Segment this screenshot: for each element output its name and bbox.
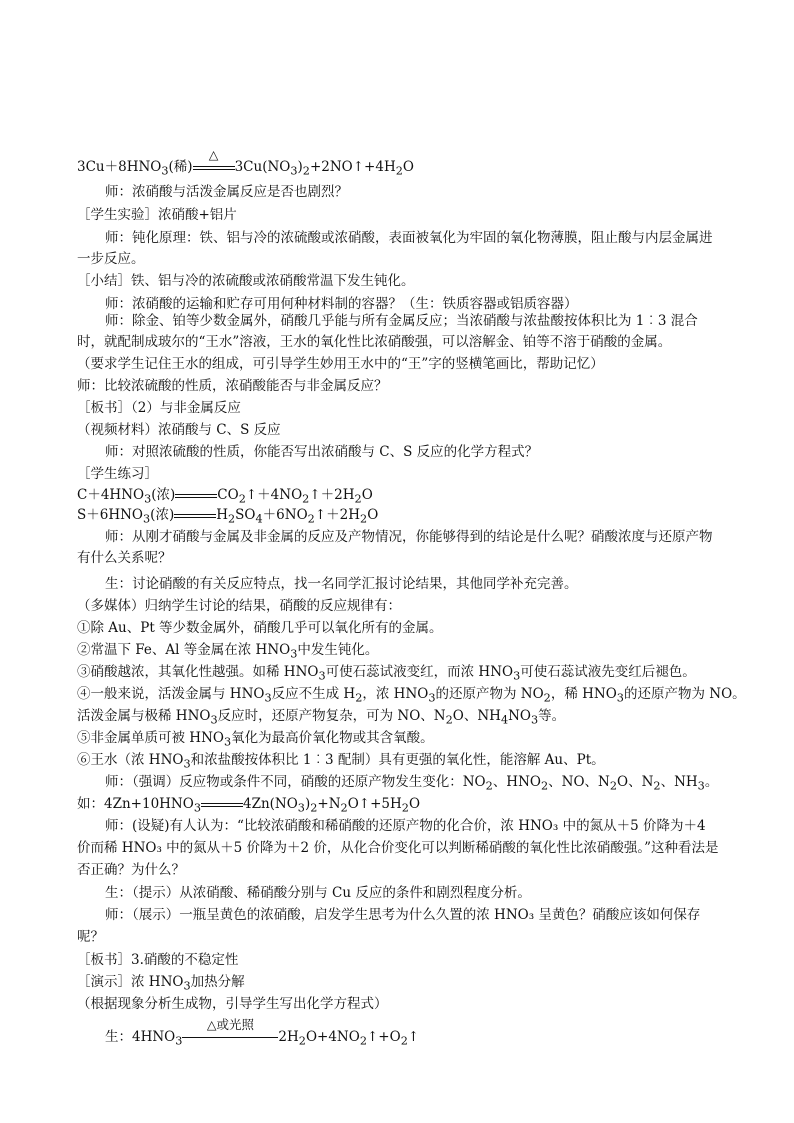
subscript: 2 — [540, 779, 549, 793]
rule-text: ，稀 HNO — [550, 686, 617, 702]
subscript: 2 — [298, 1034, 306, 1048]
eq-text: 、HNO — [492, 774, 541, 790]
eq-text: O↑+5H — [347, 796, 402, 812]
eq-text: O、N — [617, 774, 654, 790]
eq-text: O — [408, 796, 421, 812]
reaction-condition — [193, 147, 235, 177]
subscript: 3 — [616, 691, 624, 705]
rule-text: 等。 — [538, 708, 566, 724]
subscript: 3 — [183, 757, 191, 771]
board-heading-3: ［板书］3.硝酸的不稳定性 — [77, 952, 239, 968]
subscript: 3 — [513, 669, 521, 683]
subscript: 3 — [264, 691, 272, 705]
rule-text: 和浓盐酸按体积比 1︰3 配制）具有更强的氧化性，能溶解 Au、Pt。 — [190, 752, 605, 768]
equation-cu-dilute: $3Cu+8HNO_3$(稀) △ $3Cu(NO_3)_2+2NO↑+4H_2O$ — [77, 147, 414, 178]
rule-text: ②常温下 Fe、Al 等金属在浓 HNO — [77, 642, 291, 658]
subscript: 3 — [697, 779, 705, 793]
rule-3 — [77, 663, 721, 686]
rule-5 — [77, 729, 721, 752]
rule-text: O、NH — [452, 708, 501, 724]
equation-zinc: 如：$4Zn+10HNO_3$ $4Zn(NO_3)_2+N_2O↑+5H_2O$ — [77, 796, 421, 815]
subscript: 3 — [144, 492, 152, 506]
eq-text: +2NO↑+4H — [309, 159, 396, 175]
eq-text: C＋4HNO — [77, 487, 145, 503]
eq-text: CO — [217, 487, 239, 503]
board-heading: ［板书］（2）与非金属反应 — [77, 400, 241, 416]
subscript: 3 — [223, 735, 232, 749]
subscript: 3 — [290, 647, 298, 661]
rule-text: ④一般来说，活泼金属与 HNO — [77, 686, 265, 702]
subscript: 2 — [302, 492, 310, 506]
demo-text: ［演示］浓 HNO — [77, 974, 184, 990]
subscript: 2 — [238, 492, 246, 506]
rule-4-continued — [77, 707, 721, 730]
student-experiment: ［学生实验］浓硝酸+铝片 — [77, 207, 237, 223]
equals-bar — [174, 514, 216, 518]
eq-text: 3Cu(NO — [234, 159, 291, 175]
equals-bar — [175, 494, 217, 498]
subscript: 2 — [400, 1034, 408, 1048]
subscript: 2 — [354, 492, 362, 506]
rule-text: ⑤非金属单质可被 HNO — [77, 730, 224, 746]
demo-text: 加热分解 — [190, 974, 245, 990]
eq-text: ＋6NO — [262, 507, 308, 523]
subscript: 2 — [228, 512, 236, 526]
subscript: 2 — [340, 801, 348, 815]
eq-text: O — [402, 159, 414, 175]
rule-4 — [77, 685, 746, 708]
teacher-display: 师：（展示）一瓶呈黄色的浓硝酸，启发学生思考为什么久置的浓 HNO₃ 呈黄色？硝酸应该如何保存呢？ — [77, 907, 701, 945]
student-discussion: 生：讨论硝酸的有关反应特点，找一名同学汇报讨论结果，其他同学补充完善。 — [105, 576, 578, 592]
equation-sulfur — [77, 506, 721, 529]
reaction-condition — [182, 1017, 278, 1047]
eq-text: 3Cu＋8HNO — [77, 159, 162, 175]
passivation-principle: 师：钝化原理：铁、铝与冷的浓硫酸或浓硝酸，表面被氧化为牢固的氧化物薄膜，阻止酸与内层金属进一步反应。 — [77, 230, 713, 267]
reaction-arrow-bar — [182, 1037, 278, 1038]
subscript: 4 — [255, 512, 263, 526]
subscript: 3 — [183, 979, 191, 993]
eq-text: (浓) — [150, 507, 175, 523]
subscript: 2 — [485, 779, 493, 793]
analysis-note: （根据现象分析生成物，引导学生写出化学方程式） — [77, 996, 388, 1012]
eq-text: O — [367, 507, 379, 523]
subscript: 3 — [290, 164, 298, 178]
rule-text: 可使石蕊试液变红，而浓 HNO — [325, 664, 514, 680]
rule-6 — [77, 751, 721, 774]
subscript: 2 — [445, 713, 453, 727]
teacher-line: 师：浓硝酸与活泼金属反应是否也剧烈？ — [105, 184, 348, 200]
rule-text: ⑥王水（浓 HNO — [77, 752, 184, 768]
eq-text: ↑ — [407, 1029, 420, 1045]
rule-text: 中发生钝化。 — [297, 642, 379, 658]
eq-text: 如：4Zn+10HNO — [77, 796, 194, 812]
summary-line: ［小结］铁、铝与冷的浓硫酸或浓硝酸常温下发生钝化。 — [77, 273, 415, 289]
rule-text: 反应不生成 H — [271, 686, 356, 702]
eq-text: 生：4HNO — [105, 1029, 176, 1045]
subscript: 2 — [653, 779, 661, 793]
multimedia-summary: （多媒体）归纳学生讨论的结果，硝酸的反应规律有： — [77, 598, 401, 614]
eq-text: 。 — [704, 774, 719, 790]
teacher-line: 师：对照浓硫酸的性质，你能否写出浓硝酸与 C、S 反应的化学方程式？ — [105, 444, 539, 460]
subscript: 2 — [609, 779, 618, 793]
eq-text: (稀) — [168, 159, 193, 175]
subscript: 3 — [193, 801, 201, 815]
subscript: 2 — [543, 691, 551, 705]
subscript: 2 — [355, 691, 363, 705]
rule-text: 反应时，还原产物复杂，可为 NO、N — [217, 708, 446, 724]
rule-text: 氧化为最高价氧化物或其含氧酸。 — [231, 730, 434, 746]
demo-line — [77, 973, 721, 996]
eq-text: O — [361, 487, 373, 503]
student-hint: 生：（提示）从浓硝酸、稀硝酸分别与 Cu 反应的条件和剧烈程度分析。 — [105, 885, 531, 901]
rule-text: 可使石蕊试液先变红后褪色。 — [520, 664, 696, 680]
eq-text: 、NH — [660, 774, 698, 790]
teacher-line: 师：比较浓硫酸的性质，浓硝酸能否与非金属反应？ — [77, 378, 388, 394]
subscript: 2 — [359, 1034, 367, 1048]
subscript: 2 — [307, 512, 315, 526]
eq-text: O+4NO — [305, 1029, 360, 1045]
video-material: （视频材料）浓硝酸与 C、S 反应 — [77, 422, 281, 438]
student-practice: ［学生练习］ — [77, 466, 158, 482]
eq-text: ↑＋2H — [314, 507, 361, 523]
subscript: 3 — [175, 1034, 183, 1048]
subscript: 3 — [531, 713, 539, 727]
rule-text: NO — [508, 708, 531, 724]
eq-text: 4Zn(NO — [242, 796, 298, 812]
subscript: 3 — [210, 713, 218, 727]
subscript: 3 — [161, 164, 169, 178]
rule-2 — [77, 641, 721, 664]
eq-text: H — [216, 507, 228, 523]
equation-decomposition — [105, 1017, 721, 1051]
subscript: 3 — [143, 512, 151, 526]
eq-text: ↑+O — [367, 1029, 401, 1045]
subscript: 2 — [395, 164, 403, 178]
rule-1: ①除 Au、Pt 等少数金属外，硝酸几乎可以氧化所有的金属。 — [77, 620, 443, 636]
eq-text: ↑＋2H — [309, 487, 355, 503]
equals-bar — [193, 166, 235, 170]
teacher-line: 师：浓硝酸的运输和贮存可用何种材料制的容器？（生：铁质容器或铝质容器） — [105, 296, 578, 312]
subscript: 4 — [500, 713, 509, 727]
subscript: 2 — [310, 801, 318, 815]
condition-heat: △ — [208, 147, 219, 162]
eq-text: S＋6HNO — [77, 507, 143, 523]
subscript: 2 — [302, 164, 310, 178]
subscript: 3 — [318, 669, 326, 683]
teacher-question: 师：从刚才硝酸与金属及非金属的反应及产物情况，你能够得到的结论是什么呢？硝酸浓度与还原产物有什么关系呢？ — [77, 529, 713, 566]
eq-text: 、NO、N — [548, 774, 610, 790]
subscript: 3 — [297, 801, 305, 815]
rule-text: 活泼金属与极稀 HNO — [77, 708, 211, 724]
eq-text: ↑＋4NO — [245, 487, 303, 503]
memory-hint: （要求学生记住王水的组成，可引导学生妙用王水中的“王”字的竖横笔画比，帮助记忆） — [77, 356, 604, 372]
equals-bar — [201, 803, 243, 807]
subscript: 3 — [428, 691, 436, 705]
eq-text: 2H — [278, 1029, 299, 1045]
eq-text: SO — [235, 507, 256, 523]
subscript: 2 — [401, 801, 409, 815]
eq-text: (浓) — [151, 487, 176, 503]
teacher-doubt: 师：(设疑)有人认为：“比较浓硝酸和稀硝酸的还原产物的化合价，浓 HNO₃ 中的氮从＋5 价降为＋4 价而稀 HNO₃ 中的氮从＋5 价降为＋2 价，从化合价变化可以判断稀硝酸的氧化性比浓硝酸强。”这种看法是否正确？为什么？ — [77, 818, 719, 878]
condition-heat-or-light: △或光照 — [206, 1017, 254, 1032]
eq-text: 师：（强调）反应物或条件不同，硝酸的还原产物发生变化：NO — [105, 774, 486, 790]
rule-text: 的还原产物为 NO。 — [623, 686, 746, 702]
rule-text: 的还原产物为 NO — [435, 686, 544, 702]
rule-text: ③硝酸越浓，其氧化性越强。如稀 HNO — [77, 664, 319, 680]
aqua-regia-text: 师：除金、铂等少数金属外，硝酸几乎能与所有金属反应；当浓硝酸与浓盐酸按体积比为 1︰3 混合时，就配制成玻尔的“王水”溶液，王水的氧化性比浓硝酸强，可以溶解金、铂等不溶于硝酸的金属。 — [77, 313, 698, 350]
eq-text: +N — [317, 796, 341, 812]
rule-text: ，浓 HNO — [362, 686, 429, 702]
subscript: 2 — [360, 512, 368, 526]
teacher-emphasis — [105, 773, 721, 796]
